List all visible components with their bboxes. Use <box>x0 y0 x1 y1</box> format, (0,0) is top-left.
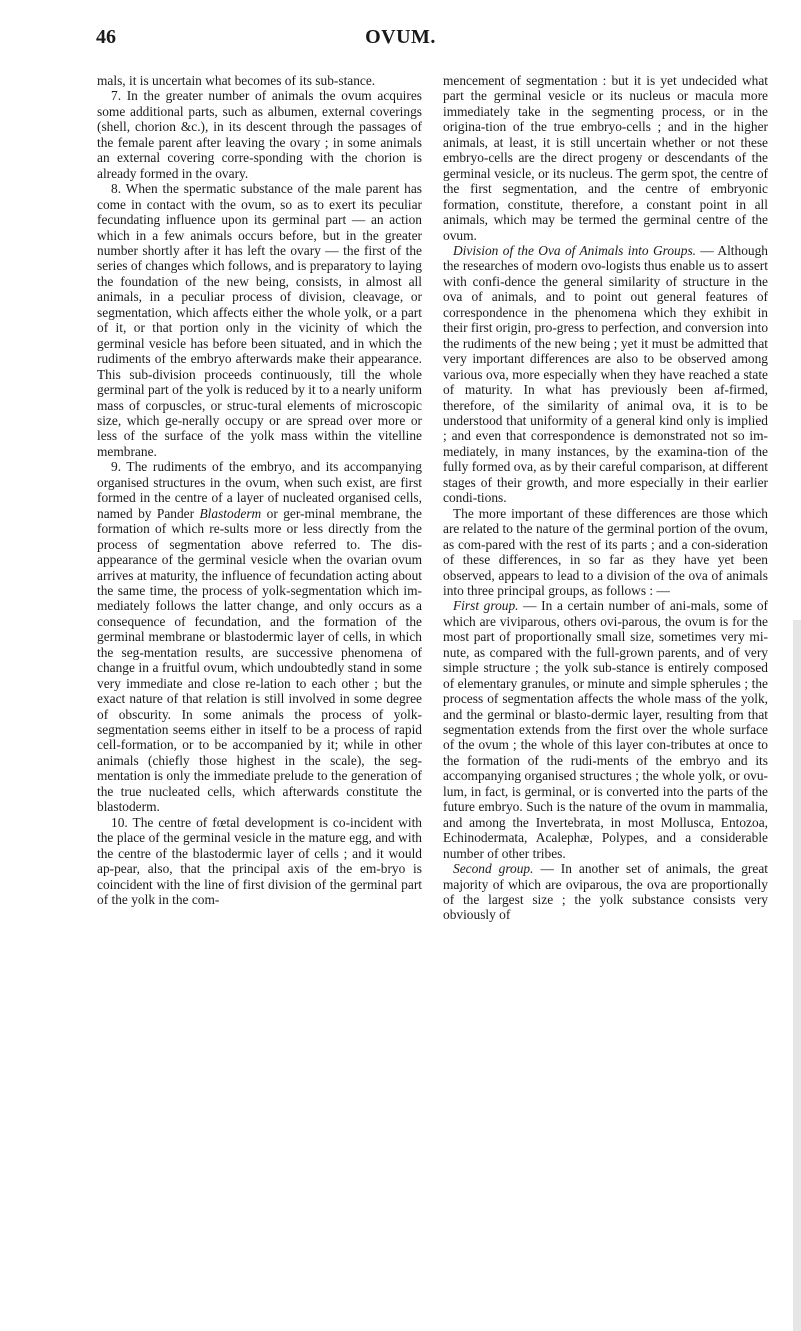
section-heading: Division of the Ova of Animals into Groups. <box>453 242 697 258</box>
left-column <box>97 73 422 907</box>
paragraph <box>443 861 768 923</box>
paragraph-body: — Although the researches of modern ovo-logists thus enable us to assert with confi-dence the general similarity of structure in the ova of animals, and to point out general features of correspondence in the phenomena which they exhibit in their first origin, pro-gress to perfection, and conversion into the rudiments of the new being ; yet it must be admitted that very important differences are also to be observed among various ova, more especially when they have reached a state of maturity. In what has previously been af-firmed, therefore, of the similarity of animal ova, it is to be understood that uniformity of a general kind only is implied ; and even that correspondence is demonstrated not so im-mediately, in many instances, by the examina-tion of the fully formed ova, as by their careful comparison, at different stages of their growth, and more especially in their earlier condi-tions. <box>443 242 769 506</box>
right-column <box>443 73 768 923</box>
paragraph: The more important of these differences are those which are related to the nature of the germinal portion of the ovum, as com-pared with the rest of its parts ; and a con-sideration of these differences, in so far as they have yet been observed, appears to lead to a division of the ova of animals into three principal groups, as follows : — <box>443 505 768 598</box>
paragraph: 7. In the greater number of animals the ovum acquires some additional parts, such as albumen, external coverings (shell, chorion &c.), in its descent through the passages of the female parent after leaving the ovary ; in some animals an external covering corre-sponding with the chorion is already formed in the ovary. <box>97 88 422 181</box>
paragraph: mencement of segmentation : but it is yet undecided what part the germinal vesicle or its nucleus or macula more immediately take in the segmenting process, or in the origina-tion of the true embryo-cells ; and in the higher animals, at least, it is still uncertain whether or not these embryo-cells are the direct progeny or descendants of the germinal vesicle, or its nucleus. The germ spot, the centre of the first segmentation, and the centre of embryonic formation, constitute, therefore, a constant point in all animals, which may be termed the germinal centre of the ovum. <box>443 73 768 243</box>
paragraph: 9. The rudiments of the embryo, and its accompanying organised structures in the ovum, when such exist, are first formed in the centre of a layer of nucleated organised cells, named by Pander Blastoderm or ger-minal membrane, the formation of which re-sults more or less directly from the process of segmentation above referred to. The dis-appearance of the germinal vesicle when the ovarian ovum arrives at maturity, the influence of fecundation acting about the same time, the process of yolk-segmentation which im-mediately follows the latter change, and only occurs as a consequence of fecundation, and the formation of the germinal membrane or blastodermic layer of cells, in which the seg-mentation results, are successive phenomena of change in a fruitful ovum, which undoubtedly stand in some very immediate and close re-lation to each other ; but the exact nature of that relation is still involved in some degree of obscurity. In some animals the process of yolk-segmentation seems either in itself to be a process of rapid cell-formation, or to be accompanied by it; while in other animals (chiefly those highest in the scale), the seg-mentation is only the immediate prelude to the generation of the true nucleated cells, which afterwards constitute the blastoderm. <box>97 459 422 815</box>
paragraph-body: — In another set of animals, the great majority of which are oviparous, the ova are proportionally of the largest size ; the yolk substance consists very obviously of <box>443 861 768 923</box>
page-header <box>0 26 801 60</box>
page-number: 46 <box>96 26 116 48</box>
paragraph <box>443 598 768 861</box>
paragraph: 8. When the spermatic substance of the male parent has come in contact with the ovum, so as to exert its peculiar fecundating influence upon its germinal part — an action which in a few animals occurs before, but in the greater number shortly after it has left the ovary — the first of the series of changes which follows, and is preparatory to laying the foundation of the new being, consists, in almost all animals, in a peculiar process of division, cleavage, or segmentation, which affects either the whole yolk, or a part of it, or that portion only in the vicinity of which the germinal vesicle has before been situated, and in which the rudiments of the embryo afterwards make their appearance. This sub-division proceeds continuously, till the whole germinal part of the yolk is reduced by it to a nearly uniform mass of corpuscles, or struc-tural elements of microscopic size, which ge-nerally occupy or are spread over more or less of the surface of the yolk mass within the vitelline membrane. <box>97 181 423 459</box>
term-blastoderm: Blastoderm <box>199 505 262 521</box>
section-heading: Second group. <box>453 861 534 877</box>
page-edge-shadow <box>793 620 801 1331</box>
running-title: OVUM. <box>365 26 436 48</box>
paragraph <box>443 243 768 506</box>
section-heading: First group. <box>453 598 519 614</box>
paragraph: 10. The centre of fœtal development is co-incident with the place of the germinal vesicle in the mature egg, and with the centre of the blastodermic layer of cells ; and it would ap-pear, also, that the principal axis of the em-bryo is coincident with the line of first division of the germinal part of the yolk in the com- <box>97 814 422 908</box>
paragraph-body: — In a certain number of ani-mals, some of which are viviparous, others ovi-parous, the ovum is for the most part of proportionally small size, sometimes very mi-nute, as compared with the full-grown parents, and of very simple structure ; the yolk sub-stance is entirely composed of elementary granules, or minute and simple spherules ; the process of segmentation affects the whole mass of the yolk, and the germinal or blasto-dermic layer, resulting from that segmentation extends from the first over the whole surface of the ovum ; the whole of this layer con-tributes at once to the formation of the rudi-ments of the embryo and its accompanying organised structures ; the whole yolk, or ovu-lum, in fact, is germinal, or is converted into the parts of the future embryo. Such is the nature of the ovum in mammalia, and among the Invertebrata, in most Mollusca, Entozoa, Echinodermata, Acalephæ, Polypes, and a considerable number of other tribes. <box>443 598 768 861</box>
paragraph: mals, it is uncertain what becomes of its sub-stance. <box>97 73 376 88</box>
